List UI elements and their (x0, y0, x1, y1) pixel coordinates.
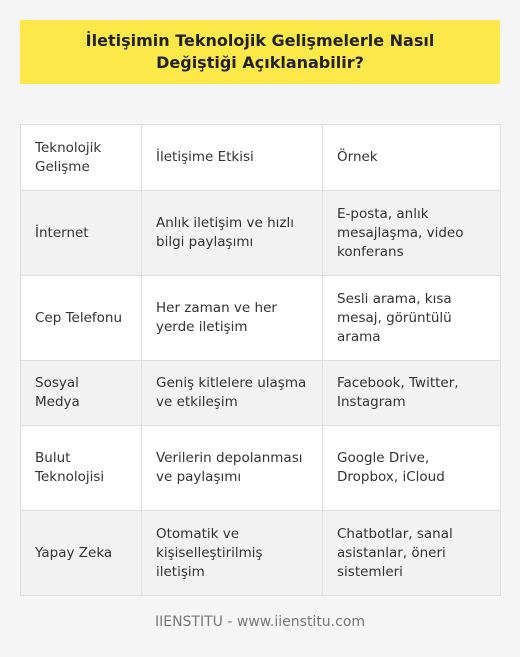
table-row (21, 361, 501, 426)
table-row (21, 426, 501, 511)
table-row (21, 276, 501, 361)
table-cell: Cep Telefonu (21, 276, 142, 361)
table-cell: Google Drive, Dropbox, iCloud (323, 426, 501, 511)
table-cell: Chatbotlar, sanal asistanlar, öneri sistemleri (323, 511, 501, 596)
footer-credit: IIENSTITU - www.iienstitu.com (154, 614, 366, 630)
table-cell: Her zaman ve her yerde iletişim (142, 276, 323, 361)
table-row (21, 511, 501, 596)
table-cell: İnternet (21, 191, 142, 276)
table-cell: Verilerin depolanması ve paylaşımı (142, 426, 323, 511)
header-cell-example: Örnek (323, 125, 501, 191)
table-cell: Bulut Teknolojisi (21, 426, 142, 511)
table-cell: Geniş kitlelere ulaşma ve etkileşim (142, 361, 323, 426)
comparison-table (20, 124, 501, 596)
header-cell-effect: İletişime Etkisi (142, 125, 323, 191)
table-cell: Sesli arama, kısa mesaj, görüntülü arama (323, 276, 501, 361)
table-header-row (21, 125, 501, 191)
header-cell-technology: Teknolojik Gelişme (21, 125, 142, 191)
table-cell: Sosyal Medya (21, 361, 142, 426)
table-row (21, 191, 501, 276)
table-cell: Facebook, Twitter, Instagram (323, 361, 501, 426)
page-title: İletişimin Teknolojik Gelişmelerle Nasıl Değiştiği Açıklanabilir? (85, 31, 435, 72)
table-cell: Yapay Zeka (21, 511, 142, 596)
table-cell: E-posta, anlık mesajlaşma, video konferans (323, 191, 501, 276)
title-banner (20, 20, 500, 84)
table-cell: Otomatik ve kişiselleştirilmiş iletişim (142, 511, 323, 596)
table-cell: Anlık iletişim ve hızlı bilgi paylaşımı (142, 191, 323, 276)
